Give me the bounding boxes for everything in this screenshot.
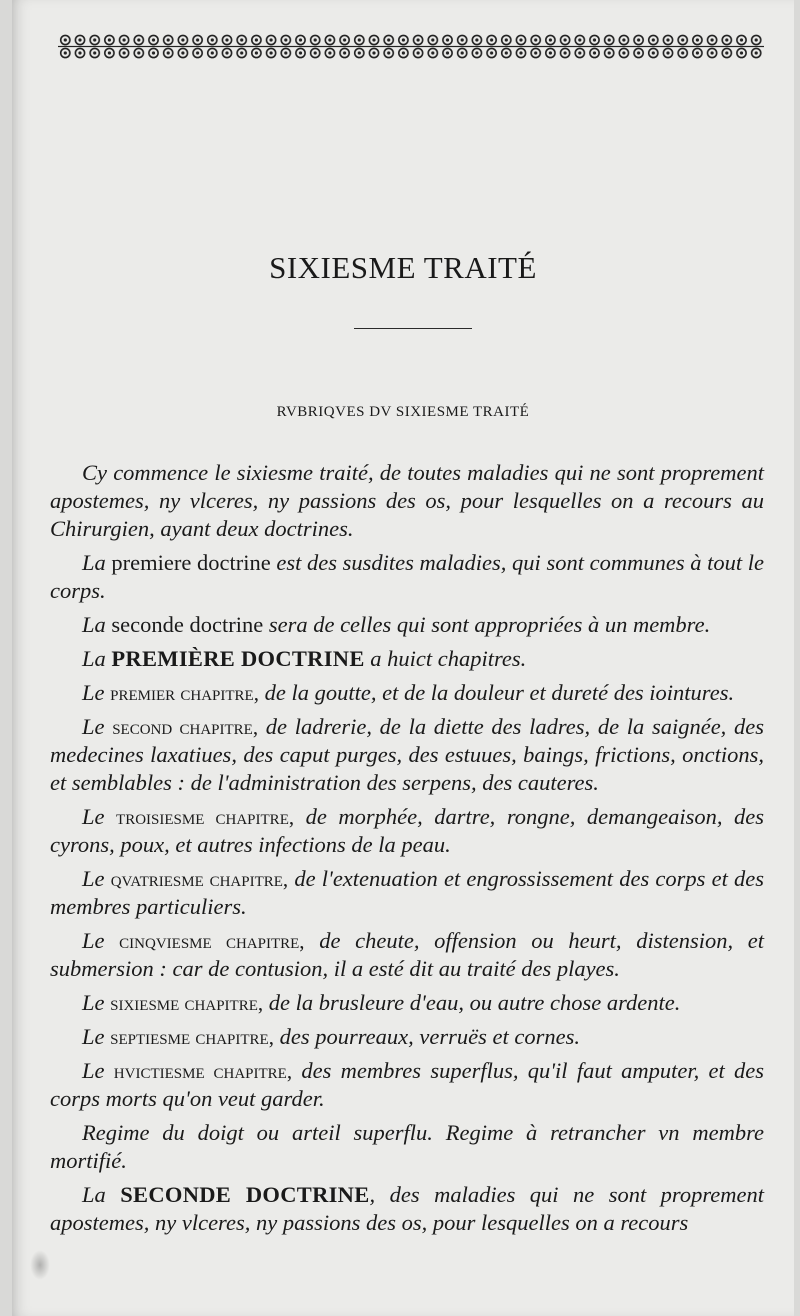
chapter-text: de ladrerie, de la diette des ladres, de la saignée, des medecines laxatiues, des caput purges, des estuues, baings, frictions, onctions, et semblables : de l'administration des serpens, des cauteres. [50,714,764,795]
doctrine-two-summary [50,611,764,639]
article: La [82,612,106,637]
doctrine-description: sera de celles qui sont appropriées à un membre. [268,612,711,637]
chapter-text: des membres superflus, qu'il faut amputer, et des corps morts qu'on veut garder. [50,1058,765,1111]
article: La [82,550,106,575]
section-heading: RVBRIQVES DV SIXIESME TRAITÉ [276,404,530,420]
chapter-entry: Le cinqviesme chapitre, de cheute, offension ou heurt, distension, et submersion : car de contusion, il a esté dit au traité des playes. [50,928,764,981]
page-smudge [30,1250,50,1280]
chapter-entry: Le hvictiesme chapitre, des membres superflus, qu'il faut amputer, et des corps morts qu'on veut garder. [50,1058,765,1111]
chapter-label: qvatriesme chapitre, [110,867,289,891]
chapter-label: second chapitre, [112,715,259,739]
chapter-text: des pourreaux, verruës et cornes. [273,1024,580,1049]
chapter-text: de la brusleure d'eau, ou autre chose ardente. [263,990,681,1015]
first-doctrine-heading [50,645,764,673]
second-doctrine-heading [50,1181,764,1237]
chapter-entry: Le second chapitre, de ladrerie, de la diette des ladres, de la saignée, des medecines laxatiues, des caput purges, des estuues, baings, frictions, onctions, et semblables : de l'administration des serpens, des cauteres. [50,714,764,795]
chapter-entry: Le qvatriesme chapitre, de l'extenuation et engrossissement des corps et des membres particuliers. [50,866,764,919]
regime-paragraph: Regime du doigt ou arteil superflu. Regime à retrancher vn membre mortifié. [50,1120,764,1173]
doctrine-one-summary [50,549,764,605]
bleed-through-text [72,82,752,232]
doctrine-description: est des susdites maladies, qui sont communes à tout le corps. [50,550,765,603]
doctrine-description: , des maladies qui ne sont proprement apostemes, ny vlceres, ny passions des os, pour lesquelles on a recours [50,1182,764,1235]
chapter-text: de morphée, dartre, rongne, demangeaison, des cyrons, poux, et autres infections de la peau. [50,804,764,857]
doctrine-description: a huict chapitres. [364,646,527,671]
doctrine-label: seconde doctrine [105,612,269,637]
chapter-entry: Le premier chapitre, de la goutte, et de la douleur et dureté des iointures. [82,680,735,705]
book-page [12,0,794,1316]
chapter-label: troisiesme chapitre, [116,805,295,829]
page-title: SIXIESME TRAITÉ [269,250,537,285]
article: La [82,646,112,671]
article: La [82,1182,121,1207]
chapter-text: de l'extenuation et engrossissement des corps et des membres particuliers. [50,866,764,919]
doctrine-title: PREMIÈRE DOCTRINE [111,646,365,671]
chapter-entry: Le sixiesme chapitre, de la brusleure d'eau, ou autre chose ardente. [82,990,681,1015]
chapter-entry: Le troisiesme chapitre, de morphée, dartre, rongne, demangeaison, des cyrons, poux, et autres infections de la peau. [50,804,764,857]
chapter-label: cinqviesme chapitre, [119,929,305,953]
chapter-entry: Le septiesme chapitre, des pourreaux, verruës et cornes. [82,1024,580,1049]
chapter-text: de la goutte, et de la douleur et dureté des iointures. [258,680,735,705]
title-divider [354,328,472,329]
doctrine-label: premiere doctrine [105,550,277,575]
decorative-border-ornament [58,32,764,62]
chapter-label: septiesme chapitre, [110,1025,274,1049]
chapter-text: de cheute, offension ou heurt, distension, et submersion : car de contusion, il a esté dit au traité des playes. [50,928,764,981]
chapter-label: hvictiesme chapitre, [113,1059,293,1083]
intro-paragraph: Cy commence le sixiesme traité, de toutes maladies qui ne sont proprement apostemes, ny vlceres, ny passions des os, pour lesquelles on a recours au Chirurgien, ayant deux doctrines. [50,460,764,541]
doctrine-title: SECONDE DOCTRINE [120,1182,370,1207]
chapter-label: sixiesme chapitre, [110,991,264,1015]
rubric-text [50,459,764,1243]
chapter-label: premier chapitre, [110,681,259,705]
